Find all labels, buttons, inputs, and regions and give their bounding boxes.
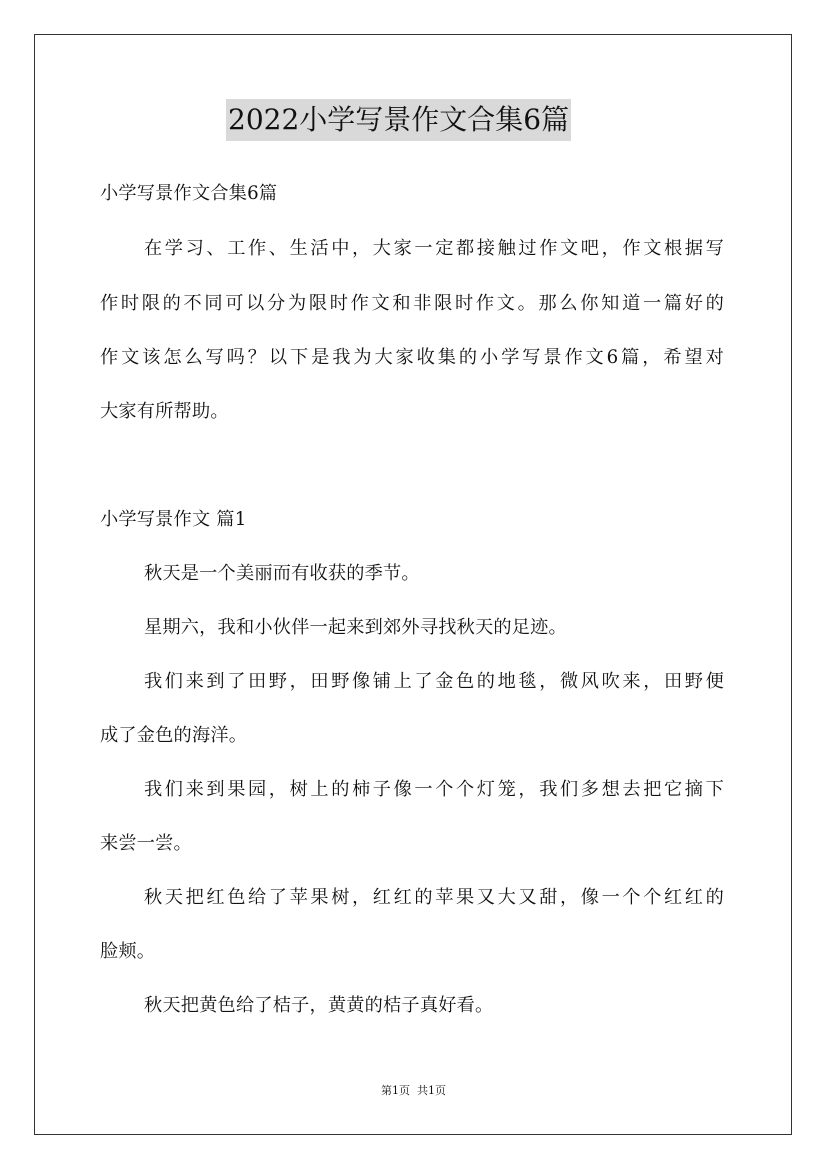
document-subtitle: 小学写景作文合集6篇 [100,183,278,204]
body-line-4: 成了金色的海洋。 [100,725,248,746]
page-footer: 第1页 共1页 [381,1084,446,1097]
body-line-3: 我们来到了田野，田野像铺上了金色的地毯，微风吹来，田野便 [144,671,724,692]
body-line-7: 秋天把红色给了苹果树，红红的苹果又大又甜，像一个个红红的 [144,887,724,908]
body-line-9: 秋天把黄色给了桔子，黄黄的桔子真好看。 [144,995,494,1016]
document-title: 2022小学写景作文合集6篇 [226,99,571,141]
body-line-1: 秋天是一个美丽而有收获的季节。 [144,563,420,584]
intro-line-1: 在学习、工作、生活中，大家一定都接触过作文吧，作文根据写 [144,238,724,259]
intro-line-3: 作文该怎么写吗？以下是我为大家收集的小学写景作文6篇，希望对 [100,347,724,368]
body-line-8: 脸颊。 [100,941,156,962]
intro-line-2: 作时限的不同可以分为限时作文和非限时作文。那么你知道一篇好的 [100,293,724,314]
body-line-5: 我们来到果园，树上的柿子像一个个灯笼，我们多想去把它摘下 [144,779,724,800]
body-line-2: 星期六，我和小伙伴一起来到郊外寻找秋天的足迹。 [144,617,567,638]
intro-line-4: 大家有所帮助。 [100,401,229,422]
section-heading: 小学写景作文 篇1 [100,509,247,530]
body-line-6: 来尝一尝。 [100,833,192,854]
